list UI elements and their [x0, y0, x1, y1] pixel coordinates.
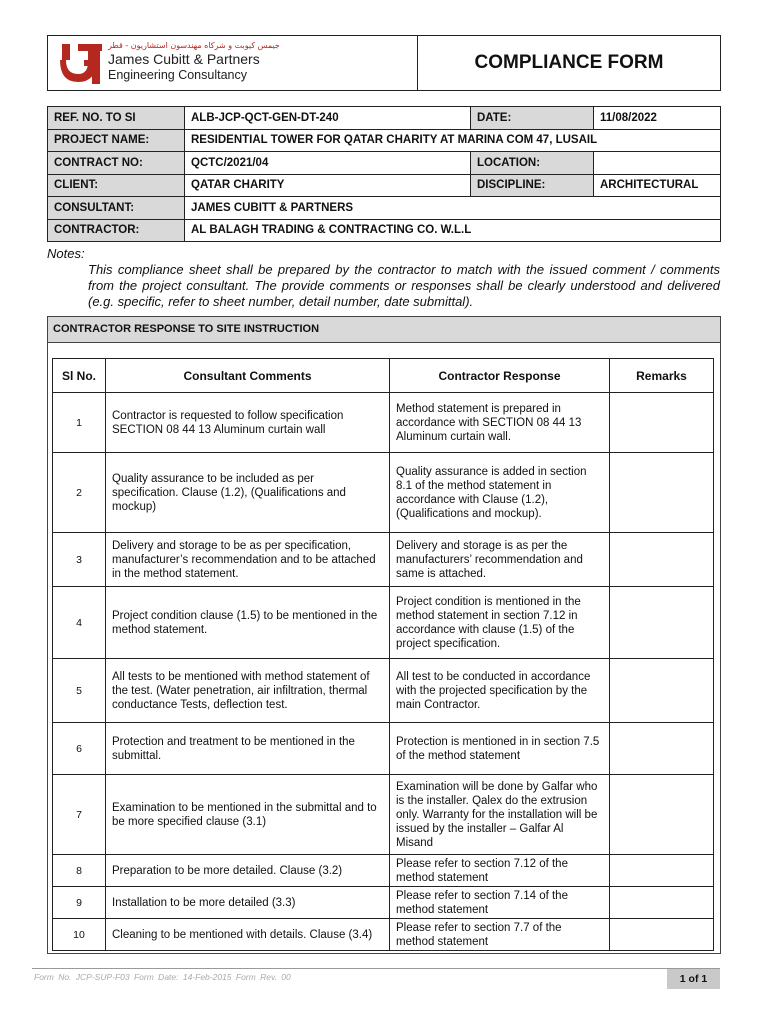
ref-label: REF. NO. TO SI — [48, 107, 185, 130]
consultant-comment: Preparation to be more detailed. Clause (3.2) — [106, 855, 390, 887]
client-label: CLIENT: — [48, 174, 185, 197]
project-info-table — [47, 106, 721, 242]
table-row — [53, 855, 714, 887]
contractor-response: Project condition is mentioned in the method statement in section 7.12 in accordance with clause (1.5) of the project specification. — [390, 587, 610, 659]
table-row — [53, 887, 714, 919]
consultant-label: CONSULTANT: — [48, 197, 185, 220]
response-table — [52, 358, 714, 951]
footer-form-info: Form No. JCP-SUP-F03 Form Date: 14-Feb-2015 Form Rev. 00 — [34, 972, 291, 982]
table-row — [53, 587, 714, 659]
col-contractor-response: Contractor Response — [390, 359, 610, 393]
project-value: RESIDENTIAL TOWER FOR QATAR CHARITY AT MARINA COM 47, LUSAIL — [185, 129, 721, 152]
remarks-cell — [610, 587, 714, 659]
logo-block — [48, 36, 418, 90]
client-value: QATAR CHARITY — [185, 174, 471, 197]
contract-label: CONTRACT NO: — [48, 152, 185, 175]
row-number: 6 — [53, 723, 106, 775]
table-row — [53, 775, 714, 855]
date-value: 11/08/2022 — [594, 107, 721, 130]
page-number-badge: 1 of 1 — [667, 969, 720, 989]
remarks-cell — [610, 855, 714, 887]
footer-divider — [32, 968, 720, 969]
row-number: 7 — [53, 775, 106, 855]
consultant-comment: Installation to be more detailed (3.3) — [106, 887, 390, 919]
form-header — [47, 35, 721, 91]
remarks-cell — [610, 453, 714, 533]
section-title: CONTRACTOR RESPONSE TO SITE INSTRUCTION — [48, 317, 720, 343]
consultant-comment: Protection and treatment to be mentioned in the submittal. — [106, 723, 390, 775]
discipline-label: DISCIPLINE: — [471, 174, 594, 197]
location-value — [594, 152, 721, 175]
consultant-comment: Project condition clause (1.5) to be mentioned in the method statement. — [106, 587, 390, 659]
info-row-project — [48, 129, 721, 152]
contractor-response: Please refer to section 7.12 of the method statement — [390, 855, 610, 887]
remarks-cell — [610, 723, 714, 775]
discipline-value: ARCHITECTURAL — [594, 174, 721, 197]
date-label: DATE: — [471, 107, 594, 130]
project-label: PROJECT NAME: — [48, 129, 185, 152]
consultant-comment: Cleaning to be mentioned with details. Clause (3.4) — [106, 919, 390, 951]
contractor-label: CONTRACTOR: — [48, 219, 185, 242]
table-row — [53, 453, 714, 533]
contractor-response: Please refer to section 7.14 of the method statement — [390, 887, 610, 919]
row-number: 5 — [53, 659, 106, 723]
logo-arabic-text: جيمس كيوبت و شركاه مهندسون استشاريون - قطر — [108, 41, 280, 50]
table-row — [53, 919, 714, 951]
row-number: 2 — [53, 453, 106, 533]
remarks-cell — [610, 775, 714, 855]
consultant-comment: Quality assurance to be included as per specification. Clause (1.2), (Qualifications and mockup) — [106, 453, 390, 533]
row-number: 4 — [53, 587, 106, 659]
remarks-cell — [610, 659, 714, 723]
row-number: 3 — [53, 533, 106, 587]
remarks-cell — [610, 533, 714, 587]
info-row-contract — [48, 152, 721, 175]
remarks-cell — [610, 887, 714, 919]
notes-text: This compliance sheet shall be prepared by the contractor to match with the issued comment / comments from the project consultant. The provide comments or responses shall be clearly understood and delivered (e.g. specific, refer to sheet number, detail number, date submittal). — [88, 262, 720, 309]
info-row-contractor — [48, 219, 721, 242]
contractor-response: Delivery and storage is as per the manufacturers’ recommendation and same is attached. — [390, 533, 610, 587]
col-consultant-comments: Consultant Comments — [106, 359, 390, 393]
contractor-response: Examination will be done by Galfar who is the installer. Qalex do the extrusion only. Warranty for the installation will be issued by the installer – Galfar Al Misand — [390, 775, 610, 855]
consultant-comment: Contractor is requested to follow specification SECTION 08 44 13 Aluminum curtain wall — [106, 393, 390, 453]
table-row — [53, 393, 714, 453]
ref-value: ALB-JCP-QCT-GEN-DT-240 — [185, 107, 471, 130]
col-sl-no: Sl No. — [53, 359, 106, 393]
info-row-client — [48, 174, 721, 197]
logo-company-subtitle: Engineering Consultancy — [108, 68, 247, 82]
form-title: COMPLIANCE FORM — [474, 52, 664, 73]
table-row — [53, 659, 714, 723]
row-number: 8 — [53, 855, 106, 887]
contractor-response: Method statement is prepared in accordance with SECTION 08 44 13 Aluminum curtain wall. — [390, 393, 610, 453]
response-table-header — [53, 359, 714, 393]
consultant-comment: Examination to be mentioned in the submittal and to be more specified clause (3.1) — [106, 775, 390, 855]
contractor-value: AL BALAGH TRADING & CONTRACTING CO. W.L.L — [185, 219, 721, 242]
info-row-ref — [48, 107, 721, 130]
info-row-consultant — [48, 197, 721, 220]
notes-heading: Notes: — [47, 246, 85, 261]
table-row — [53, 533, 714, 587]
contractor-response: Protection is mentioned in in section 7.5 of the method statement — [390, 723, 610, 775]
row-number: 10 — [53, 919, 106, 951]
row-number: 9 — [53, 887, 106, 919]
company-logo-icon — [56, 40, 104, 86]
contractor-response: Quality assurance is added in section 8.1 of the method statement in accordance with Clause (1.2), (Qualifications and mockup). — [390, 453, 610, 533]
col-remarks: Remarks — [610, 359, 714, 393]
contract-value: QCTC/2021/04 — [185, 152, 471, 175]
logo-company-name: James Cubitt & Partners — [108, 51, 260, 67]
remarks-cell — [610, 919, 714, 951]
remarks-cell — [610, 393, 714, 453]
consultant-value: JAMES CUBITT & PARTNERS — [185, 197, 721, 220]
consultant-comment: Delivery and storage to be as per specification, manufacturer’s recommendation and to be attached in the method statement. — [106, 533, 390, 587]
table-row — [53, 723, 714, 775]
contractor-response: All test to be conducted in accordance with the projected specification by the main Contractor. — [390, 659, 610, 723]
row-number: 1 — [53, 393, 106, 453]
consultant-comment: All tests to be mentioned with method statement of the test. (Water penetration, air infiltration, thermal conductance Tests, deflection test. — [106, 659, 390, 723]
contractor-response: Please refer to section 7.7 of the method statement — [390, 919, 610, 951]
location-label: LOCATION: — [471, 152, 594, 175]
